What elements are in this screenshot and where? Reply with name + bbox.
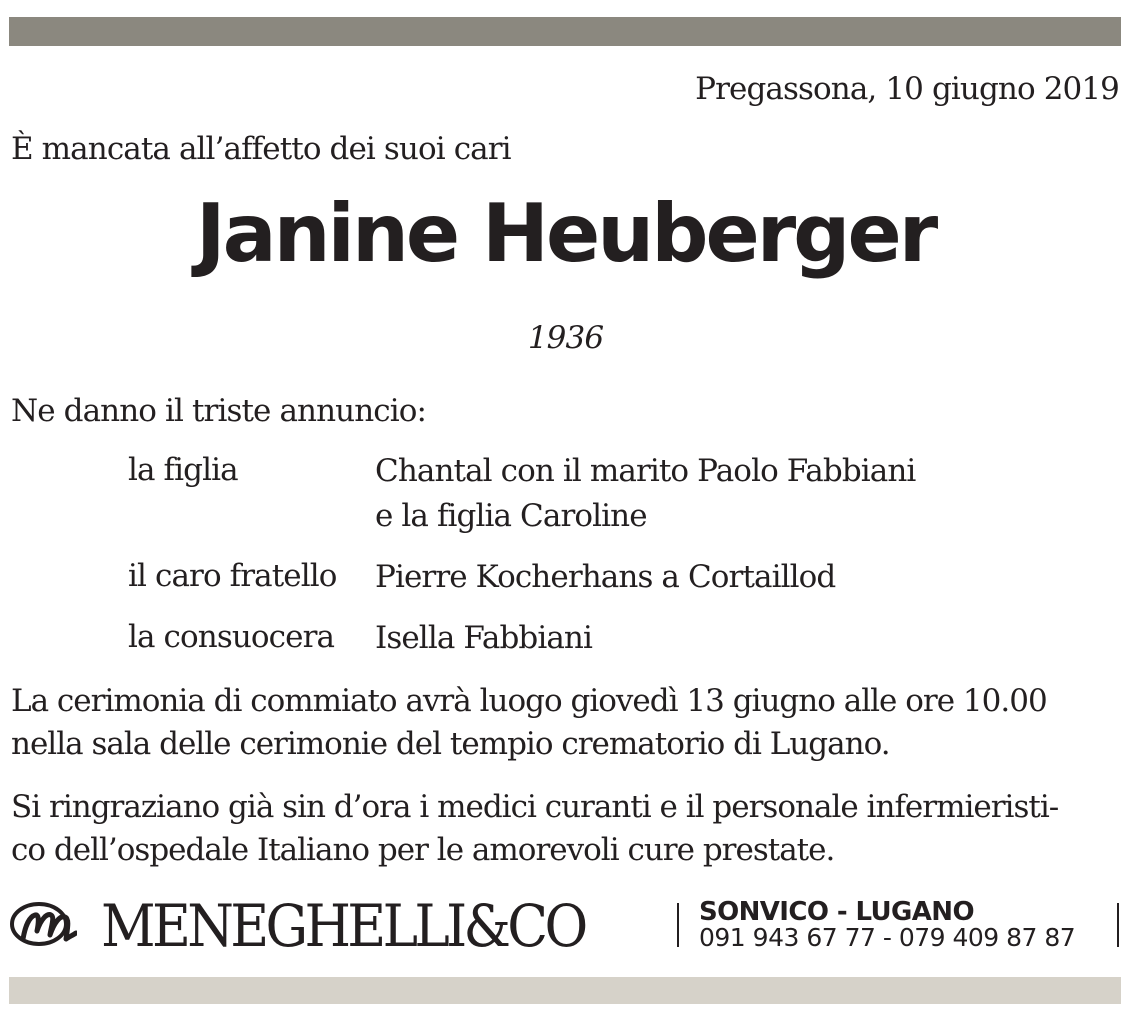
intro-sentence: È mancata all’affetto dei suoi cari	[11, 131, 511, 167]
mourner-names	[375, 555, 835, 600]
mourner-name-line: Chantal con il marito Paolo Fabbiani	[375, 453, 916, 489]
funeral-home-phones: 091 943 67 77 - 079 409 87 87	[699, 923, 1076, 952]
mourner-row-brother	[0, 555, 1131, 600]
footer-divider	[677, 903, 679, 947]
mourner-relation: la figlia	[128, 452, 238, 488]
top-decorative-bar	[9, 17, 1121, 46]
funeral-home-name: MENEGHELLI&CO	[101, 892, 585, 960]
thanks-paragraph	[11, 786, 1058, 872]
mourner-name-line: Pierre Kocherhans a Cortaillod	[375, 559, 836, 595]
deceased-name: Janine Heuberger	[195, 187, 936, 280]
ceremony-paragraph	[11, 680, 1047, 766]
mourner-row-co-mother-in-law	[0, 616, 1131, 661]
mourner-relation: il caro fratello	[128, 558, 337, 594]
announcement-lead: Ne danno il triste annuncio:	[11, 393, 427, 429]
mourner-name-line: e la figlia Caroline	[375, 498, 647, 534]
funeral-home-footer	[9, 892, 1121, 960]
ceremony-line: La cerimonia di commiato avrà luogo giovedì 13 giugno alle ore 10.00	[11, 683, 1047, 719]
bottom-decorative-bar	[9, 977, 1121, 1004]
thanks-line: co dell’ospedale Italiano per le amorevoli cure prestate.	[11, 832, 835, 868]
funeral-home-logo-icon	[9, 901, 77, 947]
place-and-date: Pregassona, 10 giugno 2019	[695, 71, 1119, 107]
mourner-names	[375, 449, 915, 539]
funeral-home-location: SONVICO - LUGANO	[699, 897, 974, 927]
birth-year: 1936	[527, 320, 604, 356]
footer-divider	[1117, 903, 1119, 947]
mourner-relation: la consuocera	[128, 619, 335, 655]
ceremony-line: nella sala delle cerimonie del tempio crematorio di Lugano.	[11, 726, 890, 762]
thanks-line: Si ringraziano già sin d’ora i medici curanti e il personale infermieristi-	[11, 789, 1059, 825]
mourner-name-line: Isella Fabbiani	[375, 620, 593, 656]
mourner-names	[375, 616, 592, 661]
mourner-row-daughter	[0, 449, 1131, 539]
